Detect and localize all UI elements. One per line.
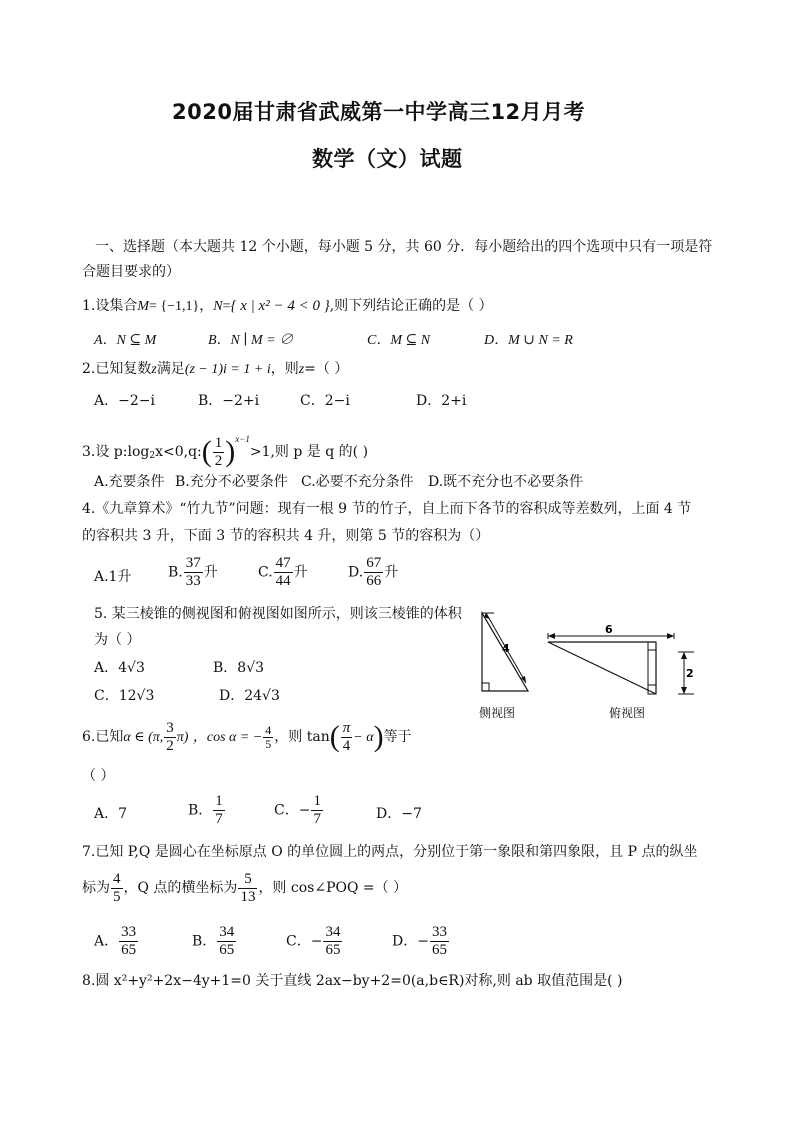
q6-opt-b-frac [213,793,225,828]
q4-opt-d-den: 66 [366,573,382,589]
q1-set-m: = {−1,1}， [149,299,214,314]
q6-paren: （ ） [82,768,115,784]
q1-stem [82,296,493,317]
q6-frac1-num: 3 [166,719,174,736]
side-view-diagram [482,613,528,691]
top-view-label-6: 6 [605,623,613,636]
q7-opt-d-den: 65 [431,942,447,958]
q7-opt-b-frac [217,924,236,959]
q6-minus-alpha: − α [353,730,374,745]
q4-opt-d-frac [364,555,383,590]
q2-var-z2: z [298,362,305,377]
q6-cos: ，cos α = − [192,730,263,745]
q6-frac-4-5 [263,724,273,751]
q7-frac-5-13 [238,871,257,906]
q4-opt-c-label: C. [258,564,273,581]
q2-text-b: 满足 [156,361,185,377]
q2-option-a: A．−2−i [94,393,155,409]
q7-line1: 7.已知 P,Q 是圆心在坐标原点 O 的单位圆上的两点，分别位于第一象限和第四象限，且 P 点的纵坐 [82,844,698,860]
q6-option-b [188,793,226,828]
q1-option-c: C．M ⊆ N [367,333,431,348]
q1-set-n: { x | x² − 4 < 0 } [230,298,330,314]
q1-text-d: ,则下列结论正确的是（ ） [329,298,493,314]
q3-paren-left: ( [201,435,212,468]
q2-option-b: B．−2+i [198,393,260,409]
q2-text-a: 2.已知复数 [82,361,152,377]
q2-option-d: D．2+i [416,393,467,409]
q5-option-d: D．24√3 [219,688,280,704]
q3-text-b: x<0,q: [155,444,202,460]
q3-text-a: 3.设 p:log [82,444,150,460]
q6-opt-c-frac [311,793,323,828]
q6-pi: π) [176,730,189,745]
q6-option-a: A．7 [94,806,128,822]
top-view-right-angle-top [648,642,656,650]
top-view-dim6-arrow-left [548,633,555,639]
q4-opt-c-unit: 升 [293,564,308,581]
q6-frac3-num: π [342,719,351,736]
q1-option-a: A．N ⊆ M [94,333,157,348]
q2-text-c: ，则 [270,361,299,377]
q4-opt-b-den: 33 [185,573,201,589]
q3-fraction [213,435,225,470]
q5-line1: 5. 某三棱锥的侧视图和俯视图如图所示，则该三棱锥的体积 [94,606,462,622]
q6-frac2-den: 5 [265,736,272,751]
q1-var-m: M [137,299,150,314]
top-view-dim2-arrow-top [681,652,687,659]
page-title: 2020届甘肃省武威第一中学高三12月月考 [172,100,586,124]
q6-text-end: 等于 [383,729,412,745]
q6-frac2-num: 4 [265,722,272,737]
side-view-right-angle [482,683,489,691]
caption-top-view: 俯视图 [609,706,646,720]
q4-opt-b-unit: 升 [203,564,218,581]
q4-option-b [168,555,218,590]
q3-text-c: >1,则 p 是 q 的( ) [249,444,369,460]
q7-text-b: ，Q 点的横坐标为 [123,880,238,896]
q6-stem [82,717,412,758]
section-heading-line2: 合题目要求的） [82,264,180,280]
q4-opt-d-label: D. [348,564,364,581]
q6-tan: ，则 tan [274,729,330,745]
q7-option-c [286,924,343,959]
q6-paren-left: ( [329,720,340,753]
q7-line2 [82,868,407,908]
q6-frac3-den: 4 [342,737,351,754]
q6-opt-c-num: 1 [313,793,321,809]
q7-opt-d-num: 33 [431,924,447,940]
q7-opt-a-label: A． [94,933,119,950]
caption-side-view: 侧视图 [479,706,516,720]
q8-line1: 8.圆 x²+y²+2x−4y+1=0 关于直线 2ax−by+2=0(a,b∈R)对称,则 ab 取值范围是( ) [82,973,623,989]
q7-opt-b-den: 65 [219,942,235,958]
q6-frac-pi-4 [341,720,353,755]
q6-frac-3-2 [164,720,176,755]
q6-opt-c-den: 7 [313,811,321,827]
q5-line2: 为（ ） [94,632,141,648]
q6-opt-b-label: B． [188,802,213,819]
q7-option-a [94,924,139,959]
q2-equation: (z − 1)i = 1 + i [184,362,271,377]
q3-option-c: C.必要不充分条件 [301,474,414,490]
top-view-label-2: 2 [686,667,694,680]
top-view-diagonal [548,642,656,694]
q3-option-d: D.既不充分也不必要条件 [428,474,584,490]
q6-text-a: 6.已知 [82,729,124,745]
q7-frac2-num: 5 [238,871,257,889]
q7-opt-b-num: 34 [219,924,235,940]
q2-var-z: z [151,362,157,377]
q4-line2: 的容积共 3 升，下面 3 节的容积共 4 升，则第 5 节的容积为（） [82,528,490,544]
q7-text-c: ，则 cos∠POQ =（ ） [258,880,408,896]
side-view-label-4: 4 [502,642,510,655]
q1-var-n: N [213,299,223,314]
q7-option-b [192,924,237,959]
q3-option-b: B.充分不必要条件 [175,474,288,490]
q4-opt-b-frac [184,555,203,590]
q3-frac-num: 1 [214,434,223,451]
q5-option-a: A．4√3 [94,660,145,676]
q6-frac1-den: 2 [166,737,174,754]
q3-stem [82,420,368,475]
q7-opt-c-den: 65 [325,942,341,958]
q4-opt-d-unit: 升 [384,564,399,581]
q5-option-b: B．8√3 [213,660,265,676]
q4-opt-d-num: 67 [366,555,382,571]
q3-frac-den: 2 [214,452,223,469]
q7-frac1-den: 5 [113,888,121,905]
q4-option-d [348,555,398,590]
q7-opt-a-frac [119,924,138,959]
q6-option-c [274,793,324,828]
q7-text-a: 标为 [82,880,110,896]
q4-opt-b-label: B. [168,564,183,581]
top-view-dim2-arrow-bottom [681,687,687,694]
section-heading-line1: 一、选择题（本大题共 12 个小题，每小题 5 分，共 60 分．每小题给出的四个选项中只有一项是符 [95,239,713,255]
q6-paren-right: ) [373,720,384,753]
q7-opt-c-label: C．− [286,933,323,950]
q2-option-c: C．2−i [300,393,350,409]
q1-eq: = [222,299,231,314]
q4-line1: 4.《九章算术》“竹九节”问题：现有一根 9 节的竹子，自上而下各节的容积成等差数列，上面 4 节 [82,501,692,517]
q3-log-base: 2 [149,451,156,461]
q1-text-a: 1.设集合 [82,298,138,314]
q3-exponent: x−1 [235,434,250,444]
q2-stem [82,359,348,380]
q6-opt-b-num: 1 [215,793,223,809]
q7-opt-c-num: 34 [325,924,341,940]
q2-text-e: =（ ） [304,361,349,377]
q4-option-c [258,555,308,590]
q7-opt-a-den: 65 [121,942,137,958]
q5-option-c: C．12√3 [94,688,155,704]
q7-frac1-num: 4 [113,870,121,887]
q3-option-a: A.充要条件 [94,474,165,490]
q4-opt-c-den: 44 [275,573,291,589]
q6-opt-b-den: 7 [215,811,223,827]
q5-figure [470,605,700,700]
q7-opt-a-num: 33 [121,924,137,940]
q7-frac2-den: 13 [240,888,256,905]
q6-option-d: D．−7 [376,806,422,822]
top-view-dim6-arrow-right [667,633,674,639]
q3-paren-right: ) [225,435,236,468]
q7-frac-4-5 [111,871,123,906]
q1-option-b: B．N ∣ M = ∅ [208,333,294,348]
q7-option-d [392,924,450,959]
q7-opt-c-frac [323,924,342,959]
q4-opt-c-num: 47 [275,555,291,571]
q1-option-d: D．M ∪ N = R [484,333,573,348]
page-subtitle: 数学（文）试题 [312,147,463,171]
q4-opt-b-num: 37 [185,555,201,571]
q7-opt-b-label: B． [192,933,217,950]
q6-opt-c-label: C．− [274,802,311,819]
q6-alpha-range: α ∈ (π, [123,730,164,745]
q4-option-a: A.1升 [94,569,132,585]
q7-opt-d-label: D．− [392,933,429,950]
top-view-diagram [548,623,694,694]
q7-opt-d-frac [430,924,449,959]
q4-opt-c-frac [274,555,293,590]
